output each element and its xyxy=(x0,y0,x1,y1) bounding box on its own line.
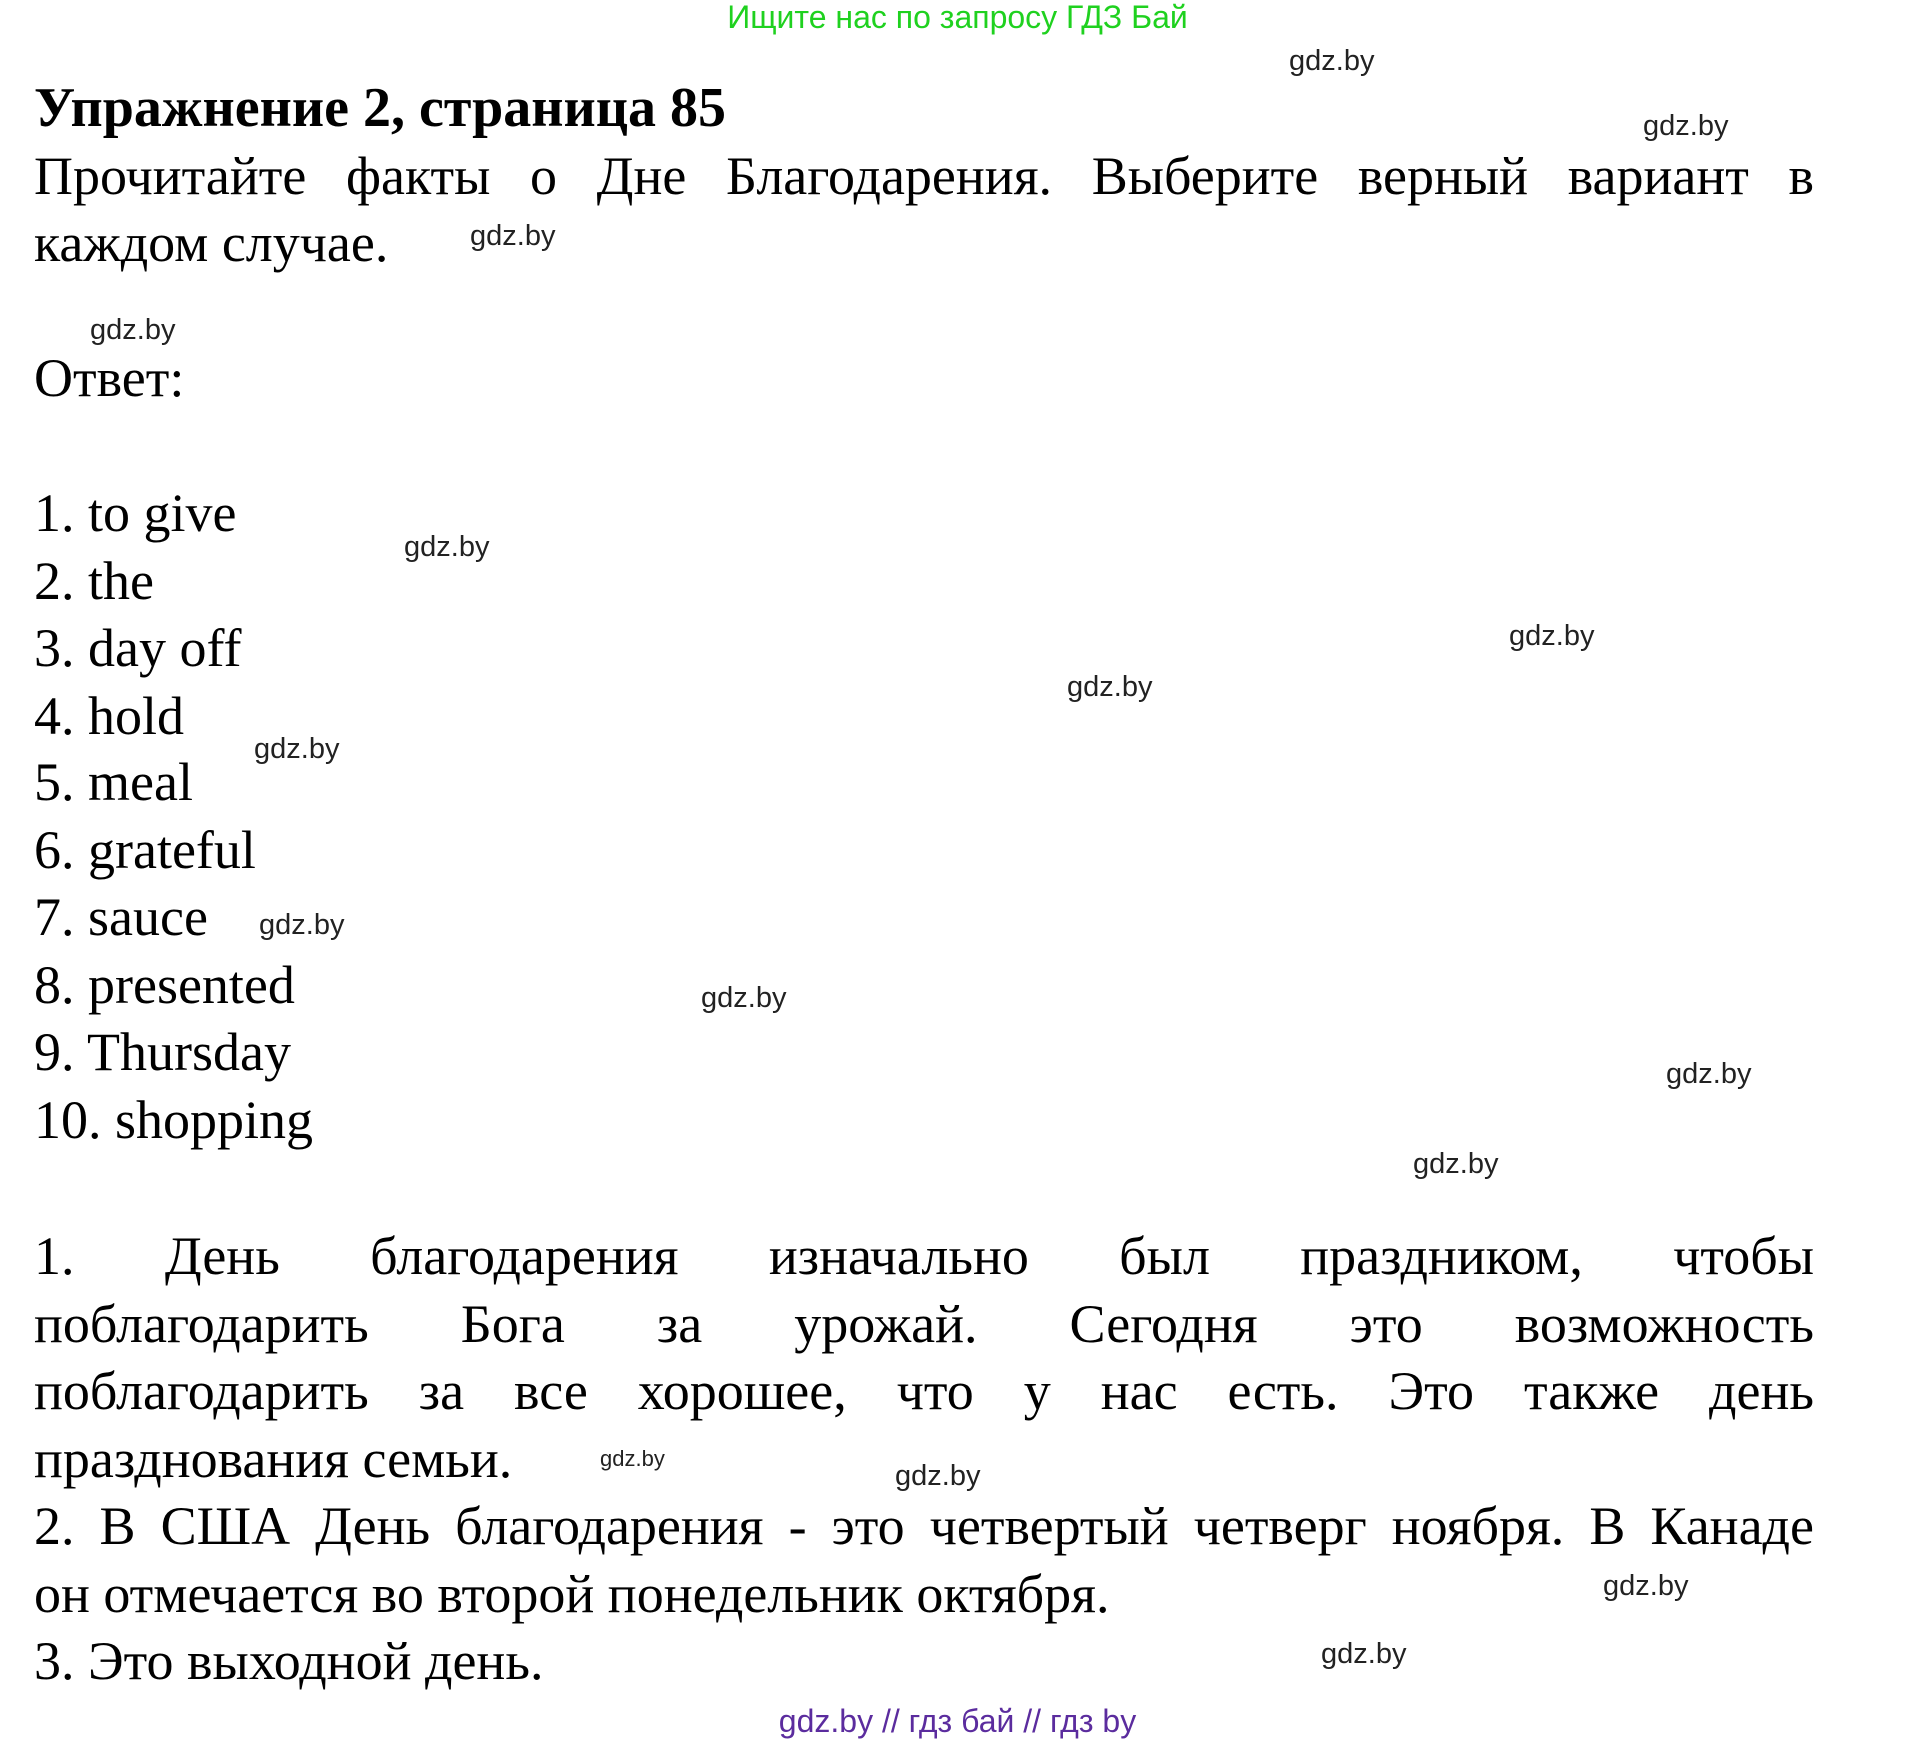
translation-line: празднования семьи. xyxy=(34,1429,513,1489)
translation-line: 3. Это выходной день. xyxy=(34,1631,544,1691)
answer-label: Ответ: xyxy=(34,348,185,408)
watermark: gdz.by xyxy=(701,982,787,1014)
instruction-line: Прочитайте факты о Дне Благодарения. Выберите верный вариант в xyxy=(34,146,1814,206)
translation-line: поблагодарить Бога за урожай. Сегодня это возможность xyxy=(34,1294,1814,1354)
answer-item: 8. presented xyxy=(34,955,295,1015)
answer-item: 6. grateful xyxy=(34,820,256,880)
watermark: gdz.by xyxy=(1643,110,1729,142)
watermark: gdz.by xyxy=(470,220,556,252)
watermark: gdz.by xyxy=(1509,620,1595,652)
watermark: gdz.by xyxy=(254,733,340,765)
answer-item: 10. shopping xyxy=(34,1090,314,1150)
watermark: gdz.by xyxy=(1289,45,1375,77)
watermark: gdz.by xyxy=(404,531,490,563)
watermark: gdz.by xyxy=(259,909,345,941)
watermark: gdz.by xyxy=(90,314,176,346)
watermark: gdz.by xyxy=(1067,671,1153,703)
translation-line: 1. День благодарения изначально был праздником, чтобы xyxy=(34,1226,1814,1286)
watermark: gdz.by xyxy=(1321,1638,1407,1670)
watermark: gdz.by xyxy=(600,1446,665,1471)
answer-item: 4. hold xyxy=(34,686,185,746)
footer-links: gdz.by // гдз бай // гдз by xyxy=(778,1703,1137,1739)
answer-item: 3. day off xyxy=(34,618,242,678)
watermark: gdz.by xyxy=(895,1460,981,1492)
search-banner: Ищите нас по запросу ГДЗ Бай xyxy=(727,0,1188,35)
answer-item: 5. meal xyxy=(34,752,193,812)
answer-item: 9. Thursday xyxy=(34,1022,291,1082)
watermark: gdz.by xyxy=(1413,1148,1499,1180)
translation-line: 2. В США День благодарения - это четвертый четверг ноября. В Канаде xyxy=(34,1496,1814,1556)
answer-item: 7. sauce xyxy=(34,887,208,947)
watermark: gdz.by xyxy=(1603,1570,1689,1602)
translation-line: он отмечается во второй понедельник октября. xyxy=(34,1564,1110,1624)
translation-line: поблагодарить за все хорошее, что у нас есть. Это также день xyxy=(34,1361,1814,1421)
answer-item: 2. the xyxy=(34,551,154,611)
instruction-line: каждом случае. xyxy=(34,213,389,273)
page-title: Упражнение 2, страница 85 xyxy=(34,77,727,139)
watermark: gdz.by xyxy=(1666,1058,1752,1090)
answer-item: 1. to give xyxy=(34,483,237,543)
